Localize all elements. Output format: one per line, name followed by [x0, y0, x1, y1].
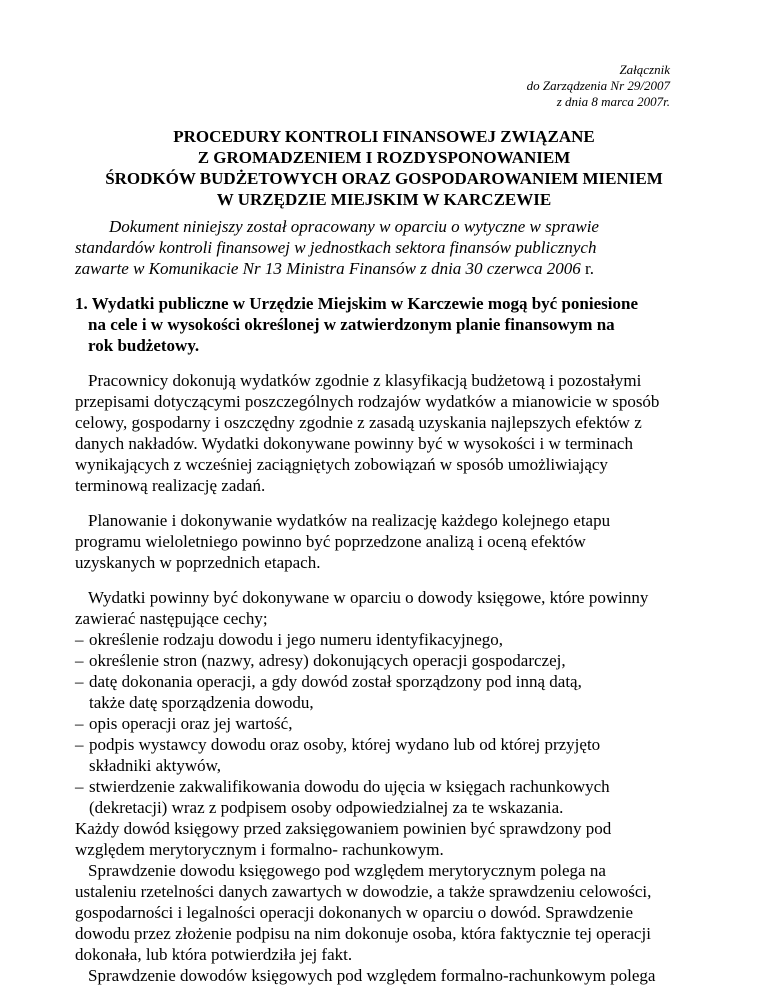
paragraph-line: przepisami dotyczącymi poszczególnych rodzajów wydatków a mianowicie w sposób: [75, 392, 660, 411]
paragraph-line: ustaleniu rzetelności danych zawartych w dowodzie, a także sprawdzeniu celowości,: [75, 882, 652, 901]
paragraph-line: zawierać następujące cechy;: [75, 609, 268, 628]
list-item: [75, 713, 715, 734]
list-item: [75, 629, 715, 650]
paragraph-line: Wydatki powinny być dokonywane w oparciu o dowody księgowe, które powinny: [88, 588, 649, 607]
list-item-text: określenie stron (nazwy, adresy) dokonujących operacji gospodarczej,: [89, 651, 566, 670]
dash-bullet: –: [75, 651, 84, 670]
dash-bullet: –: [75, 630, 84, 649]
title-line: PROCEDURY KONTROLI FINANSOWEJ ZWIĄZANE: [173, 127, 595, 146]
paragraph-line: dowodu przez złożenie podpisu na nim dokonuje osoba, która faktycznie tej operacji: [75, 924, 651, 943]
section-heading-1: [75, 293, 715, 356]
list-item-continuation: (dekretacji) wraz z podpisem osoby odpowiedzialnej za te wskazania.: [89, 798, 564, 817]
attachment-line: z dnia 8 marca 2007r.: [556, 94, 670, 109]
attachment-line: Załącznik: [619, 62, 670, 77]
title-line: Z GROMADZENIEM I ROZDYSPONOWANIEM: [197, 148, 571, 167]
paragraph-line: dokonała, lub która potwierdziła jej fakt.: [75, 945, 353, 964]
paragraph-line: danych nakładów. Wydatki dokonywane powinny być w wysokości i w terminach: [75, 434, 633, 453]
document-title: [0, 126, 768, 210]
paragraph-line: Pracownicy dokonują wydatków zgodnie z klasyfikacją budżetową i pozostałymi: [88, 371, 642, 390]
section-heading-line: [75, 293, 715, 314]
intro-line: Dokument niniejszy został opracowany w oparciu o wytyczne w sprawie: [109, 217, 599, 236]
paragraph-line: programu wieloletniego powinno być poprzedzone analizą i oceną efektów: [75, 532, 586, 551]
paragraph-line: gospodarności i legalności operacji dokonanych w oparciu o dowód. Sprawdzenie: [75, 903, 634, 922]
dash-bullet: –: [75, 735, 84, 754]
list-item-continuation: także datę sporządzenia dowodu,: [89, 693, 314, 712]
intro-text: zawarte w Komunikacie Nr 13 Ministra Finansów z dnia 30 czerwca 2006: [75, 259, 581, 278]
list-item-text: opis operacji oraz jej wartość,: [89, 714, 293, 733]
dash-bullet: –: [75, 714, 84, 733]
paragraph-line: względem merytorycznym i formalno- rachunkowym.: [75, 840, 444, 859]
list-item: [75, 734, 715, 755]
attachment-line: do Zarządzenia Nr 29/2007: [526, 78, 670, 93]
paragraph-line: Sprawdzenie dowodów księgowych pod względem formalno-rachunkowym polega: [88, 966, 656, 985]
paragraph-expenses: [75, 370, 715, 496]
list-item-text: stwierdzenie zakwalifikowania dowodu do ujęcia w księgach rachunkowych: [89, 777, 610, 796]
paragraph-line: terminową realizację zadań.: [75, 476, 266, 495]
list-item-continuation: składniki aktywów,: [89, 756, 222, 775]
paragraph-planning: [75, 510, 715, 573]
dash-bullet: –: [75, 672, 84, 691]
paragraph-line: Planowanie i dokonywanie wydatków na realizację każdego kolejnego etapu: [88, 511, 611, 530]
list-item-text: określenie rodzaju dowodu i jego numeru identyfikacyjnego,: [89, 630, 504, 649]
dash-bullet: –: [75, 777, 84, 796]
list-item-text: podpis wystawcy dowodu oraz osoby, której wydano lub od której przyjęto: [89, 735, 601, 754]
list-item-text: datę dokonania operacji, a gdy dowód został sporządzony pod inną datą,: [89, 672, 582, 691]
paragraph-line: Każdy dowód księgowy przed zaksięgowaniem powinien być sprawdzony pod: [75, 819, 612, 838]
title-line: ŚRODKÓW BUDŻETOWYCH ORAZ GOSPODAROWANIEM MIENIEM: [105, 169, 663, 188]
title-line: W URZĘDZIE MIEJSKIM W KARCZEWIE: [216, 190, 552, 209]
intro-line-last: [75, 258, 715, 279]
paragraph-line: uzyskanych w poprzednich etapach.: [75, 553, 321, 572]
section-heading-line: na cele i w wysokości określonej w zatwierdzonym planie finansowym na: [88, 315, 615, 334]
section-heading-text: Wydatki publiczne w Urzędzie Miejskim w Karczewie mogą być poniesione: [87, 294, 638, 313]
list-item: [75, 650, 715, 671]
list-item: [75, 671, 715, 692]
section-number: 1.: [75, 294, 88, 313]
list-item: [75, 776, 715, 797]
intro-paragraph: [75, 216, 715, 279]
intro-suffix: r.: [580, 259, 594, 278]
paragraph-documents: [75, 587, 715, 986]
paragraph-line: wynikających z wcześniej zaciągniętych zobowiązań w sposób umożliwiający: [75, 455, 608, 474]
paragraph-line: celowy, gospodarny i oszczędny zgodnie z zasadą uzyskania najlepszych efektów z: [75, 413, 642, 432]
intro-line: standardów kontroli finansowej w jednostkach sektora finansów publicznych: [75, 238, 597, 257]
section-heading-line: rok budżetowy.: [88, 336, 200, 355]
attachment-note: [527, 62, 670, 110]
paragraph-line: Sprawdzenie dowodu księgowego pod względem merytorycznym polega na: [88, 861, 606, 880]
